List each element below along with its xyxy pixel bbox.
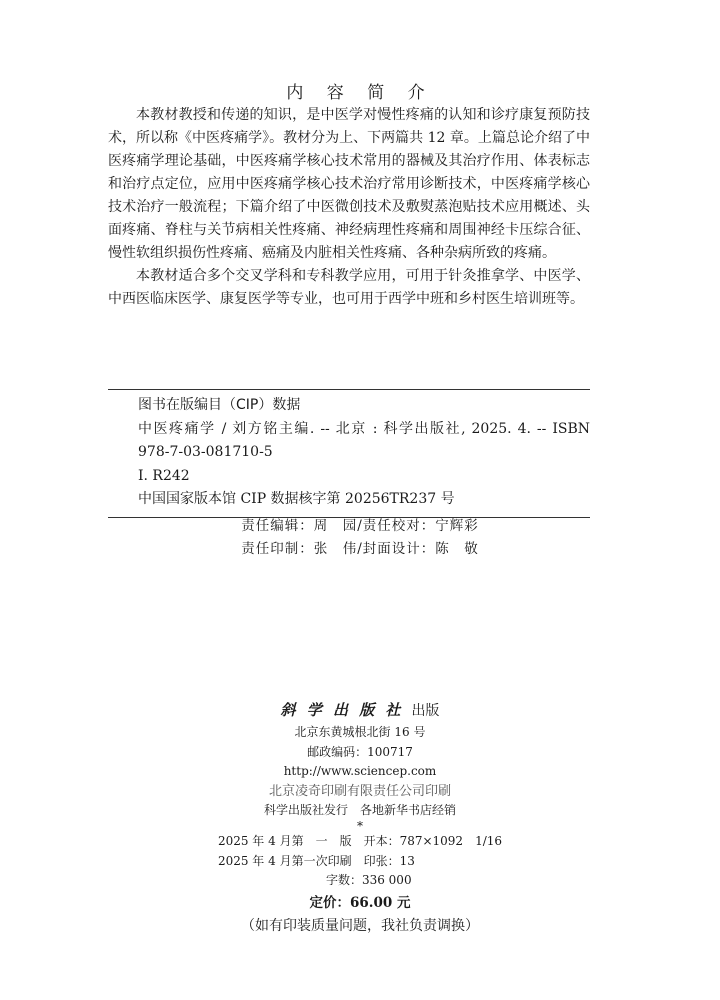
distribution: 科学出版社发行 各地新华书店经销 — [263, 802, 456, 817]
edition-info: 2025 年 4 月第 一 版 开本：787×1092 1/16 — [217, 834, 503, 848]
printing-info: 2025 年 4 月第一次印刷 印张：13 — [217, 853, 415, 868]
cip-entry-line-2: 978-7-03-081710-5 — [138, 444, 273, 460]
print-specs — [218, 832, 502, 891]
publisher-logo-text: 斜 学 出 版 社 — [280, 701, 404, 719]
responsible-staff — [0, 515, 720, 561]
page-title: 内 容 简 介 — [286, 83, 434, 103]
editors-line-1: 责任编辑：周 园/责任校对：宁辉彩 — [241, 518, 479, 534]
publisher-line — [0, 698, 720, 723]
cip-data-block — [108, 389, 590, 518]
cip-entry-line-1: 中医疼痛学 / 刘方铭主编. -- 北京 : 科学出版社, 2025. 4. -- ISBN — [138, 420, 590, 437]
separator-star: * — [357, 819, 363, 833]
quality-notice: （如有印装质量问题，我社负责调换） — [241, 917, 479, 934]
printer: 北京凌奇印刷有限责任公司印刷 — [268, 783, 451, 799]
editors-line-2: 责任印制：张 伟/封面设计：陈 敬 — [241, 541, 479, 557]
cip-heading: 图书在版编目（CIP）数据 — [138, 397, 301, 413]
content-summary — [108, 104, 590, 311]
colophon — [0, 698, 720, 937]
publisher-website: http://www.sciencep.com — [283, 764, 437, 778]
summary-paragraph-1: 本教材教授和传递的知识，是中医学对慢性疼痛的认知和诊疗康复预防技术，所以称《中医疼痛学》。教材分为上、下两篇共 12 章。上篇总论介绍了中医疼痛学理论基础，中医疼痛学核心技术常用的器械及其治疗作用、体表标志和治疗点定位，应用中医疼痛学核心技术治疗常用诊断技术，中医疼痛学核心技术治疗一般流程；下篇介绍了中医微创技术及敷熨蒸泡贴技术应用概述、头面疼痛、脊柱与关节病相关性疼痛、神经病理性疼痛和周围神经卡压综合征、慢性软组织损伤性疼痛、癌痛及内脏相关性疼痛、各种杂病所致的疼痛。 — [108, 107, 590, 261]
summary-paragraph-2: 本教材适合多个交叉学科和专科教学应用，可用于针灸推拿学、中医学、中西医临床医学、康复医学等专业，也可用于西学中班和乡村医生培训班等。 — [108, 268, 590, 307]
publisher-address: 北京东黄城根北街 16 号 — [294, 725, 426, 739]
cip-classification: Ⅰ. R242 — [138, 467, 190, 484]
publish-suffix: 出版 — [411, 703, 440, 719]
publisher-postcode: 邮政编码：100717 — [307, 744, 413, 759]
price: 定价：66.00 元 — [309, 894, 411, 911]
word-count: 字数：336 000 — [325, 873, 412, 887]
cip-verification-number: 中国国家版本馆 CIP 数据核字第 20256TR237 号 — [138, 491, 455, 507]
